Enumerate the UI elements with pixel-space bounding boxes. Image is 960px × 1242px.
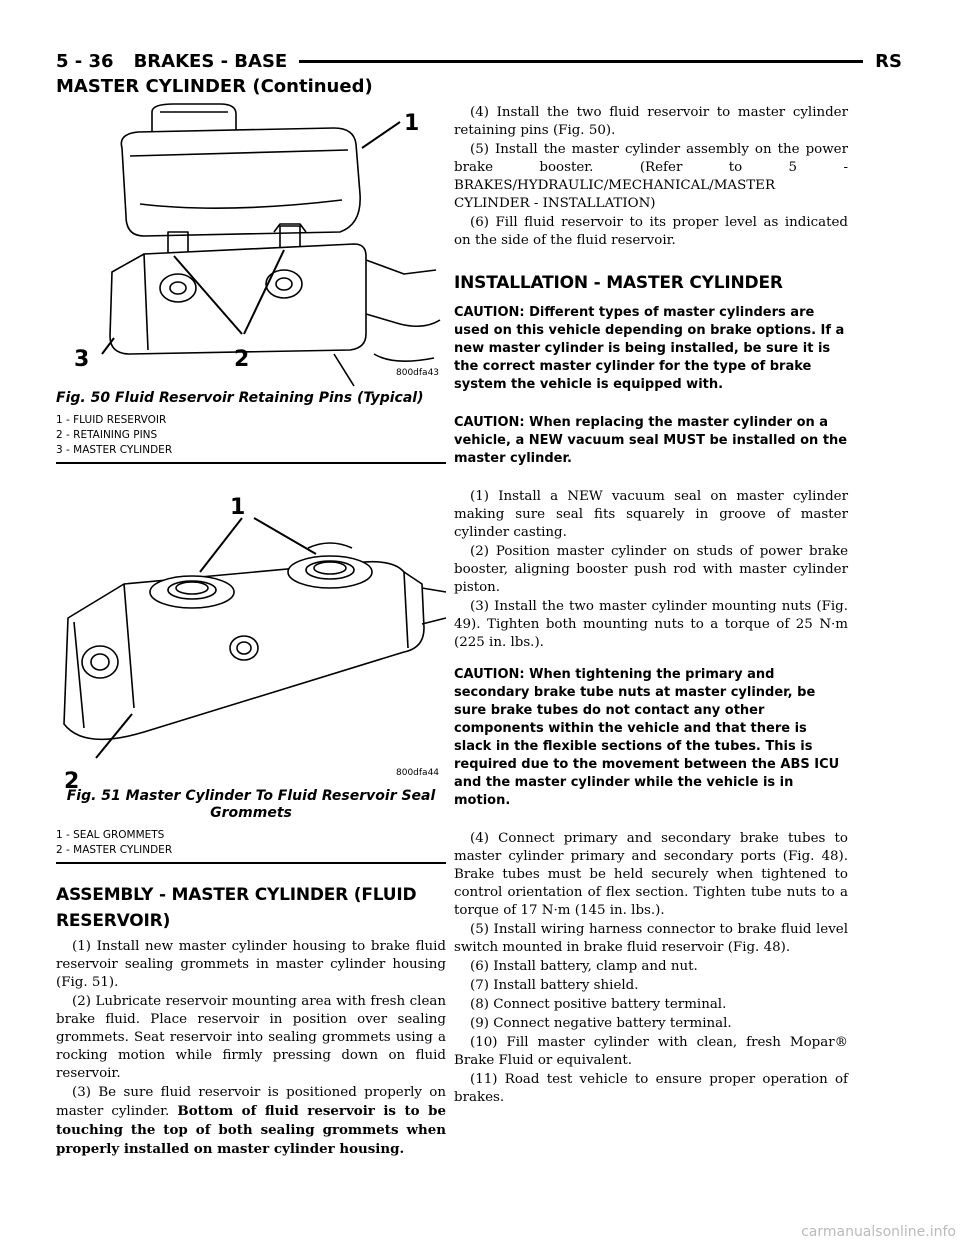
callout-2: 2	[234, 347, 250, 372]
watermark: carmanualsonline.info	[801, 1224, 956, 1240]
figure-rule	[56, 462, 446, 464]
master-cylinder-illustration	[64, 488, 446, 794]
caption-line: Grommets	[210, 805, 292, 821]
step-paragraph: (5) Install wiring harness connector to brake fluid level switch mounted in brake fluid reservoir (Fig. 48).	[454, 922, 848, 955]
figure-51	[64, 488, 446, 794]
caution-note: CAUTION: Different types of master cylinders are used on this vehicle depending on brake options. If a new master cylinder is being installed, be sure it is the correct master cylinder for the type of brake system the vehicle is equipped with.	[454, 305, 845, 392]
right-column	[454, 104, 848, 1108]
page-number: 5 - 36	[56, 50, 114, 72]
step-paragraph: (1) Install a NEW vacuum seal on master cylinder making sure seal fits squarely in groove of master cylinder casting.	[454, 489, 848, 540]
legend-item: 1 - FLUID RESERVOIR	[56, 414, 167, 426]
caution-note: CAUTION: When replacing the master cylinder on a vehicle, a NEW vacuum seal MUST be installed on the master cylinder.	[454, 415, 848, 466]
step-paragraph: (8) Connect positive battery terminal.	[470, 997, 727, 1012]
step-bold-note: Bottom of fluid reservoir is to be touching the top of both sealing grommets when properly installed on master cylinder housing.	[56, 1103, 446, 1157]
step-paragraph: (6) Install battery, clamp and nut.	[470, 959, 698, 974]
figure-50-caption: Fig. 50 Fluid Reservoir Retaining Pins (Typical)	[56, 390, 424, 406]
step-paragraph: (1) Install new master cylinder housing to brake fluid reservoir sealing grommets in master cylinder housing (Fig. 51).	[56, 939, 446, 990]
caption-line: Fig. 51 Master Cylinder To Fluid Reservoir Seal	[66, 788, 436, 804]
step-paragraph: (2) Lubricate reservoir mounting area with fresh clean brake fluid. Place reservoir in position over sealing grommets. Seat reservoir into sealing grommets using a rocking motion while firmly pressing down on fluid reservoir.	[56, 994, 446, 1081]
continued-title: MASTER CYLINDER (Continued)	[56, 76, 373, 97]
header-rule	[299, 60, 863, 63]
figure-code: 800dfa43	[396, 368, 440, 378]
step-paragraph	[56, 1084, 446, 1159]
left-column	[56, 104, 446, 1160]
callout-1: 1	[404, 111, 420, 136]
figure-50	[74, 104, 446, 388]
figure-rule	[56, 862, 446, 864]
callout-1: 1	[230, 495, 246, 520]
assembly-heading: ASSEMBLY - MASTER CYLINDER (FLUID RESERVOIR)	[56, 885, 417, 931]
step-text: (3) Be sure fluid reservoir is positioned properly on master cylinder.	[56, 1085, 446, 1119]
step-paragraph: (5) Install the master cylinder assembly on the power brake booster. (Refer to 5 - BRAKES/HYDRAULIC/MECHANICAL/MASTER CYLINDER - INSTALLATION)	[454, 142, 848, 211]
step-paragraph: (7) Install battery shield.	[470, 978, 639, 993]
step-paragraph: (2) Position master cylinder on studs of power brake booster, aligning booster push rod with master cylinder piston.	[454, 544, 848, 595]
step-paragraph: (4) Install the two fluid reservoir to master cylinder retaining pins (Fig. 50).	[454, 105, 848, 138]
step-paragraph: (11) Road test vehicle to ensure proper operation of brakes.	[454, 1072, 848, 1105]
model-code: RS	[875, 50, 902, 72]
caution-note: CAUTION: When tightening the primary and secondary brake tube nuts at master cylinder, be sure brake tubes do not contact any other components within the vehicle and that there is slack in the flexible sections of the tubes. This is required due to the movement between the ABS ICU and the master cylinder while the vehicle is in motion.	[454, 667, 840, 808]
figure-51-caption	[56, 788, 446, 822]
installation-heading: INSTALLATION - MASTER CYLINDER	[454, 273, 783, 293]
step-paragraph: (10) Fill master cylinder with clean, fresh Mopar® Brake Fluid or equivalent.	[454, 1035, 848, 1068]
legend-item: 2 - MASTER CYLINDER	[56, 844, 173, 856]
figure-code: 800dfa44	[396, 768, 440, 778]
step-paragraph: (9) Connect negative battery terminal.	[470, 1016, 732, 1031]
callout-2: 2	[64, 769, 80, 794]
legend-item: 3 - MASTER CYLINDER	[56, 444, 173, 456]
legend-item: 1 - SEAL GROMMETS	[56, 829, 165, 841]
fluid-reservoir-illustration	[74, 104, 446, 388]
step-paragraph: (3) Install the two master cylinder mounting nuts (Fig. 49). Tighten both mounting nuts to a torque of 25 N·m (225 in. lbs.).	[454, 599, 848, 650]
section-title: BRAKES - BASE	[133, 50, 288, 72]
legend-item: 2 - RETAINING PINS	[56, 429, 158, 441]
step-paragraph: (4) Connect primary and secondary brake tubes to master cylinder primary and secondary ports (Fig. 48). Brake tubes must be held securely when tightened to control orientation of flex section. Tighten tube nuts to a torque of 17 N·m (145 in. lbs.).	[454, 831, 848, 918]
callout-3: 3	[74, 347, 90, 372]
page-header	[56, 44, 902, 78]
step-paragraph: (6) Fill fluid reservoir to its proper level as indicated on the side of the fluid reservoir.	[454, 215, 848, 248]
